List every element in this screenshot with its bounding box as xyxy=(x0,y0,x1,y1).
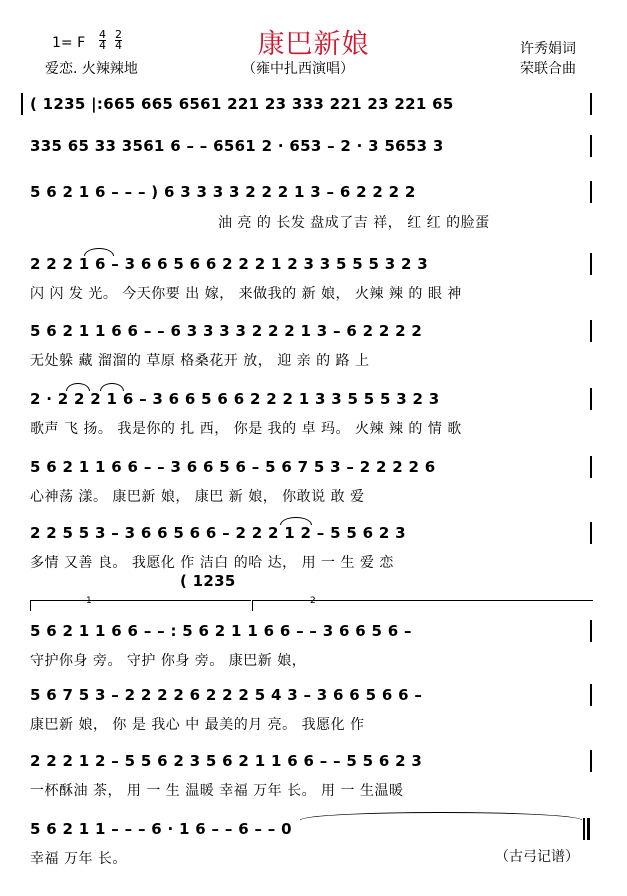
notation-row: 335 65 33 3561 6 – – 6561 2 · 653 – 2 · 3 5653 3 xyxy=(30,137,444,155)
page-title: 康巴新娘 xyxy=(257,29,370,60)
lyric-line: 心神荡 漾。 康巴新 娘， 康巴 新 娘， 你敢说 敢 爱 xyxy=(30,489,365,505)
lyric-line: 闪 闪 发 光。 今天你要 出 嫁， 来做我的 新 娘， 火辣 辣 的 眼 神 xyxy=(30,286,462,302)
barline xyxy=(590,750,592,772)
key-signature: 1= F xyxy=(52,35,86,51)
volta-number-1: 1 xyxy=(86,596,92,606)
album-name: 爱恋. 火辣辣地 xyxy=(45,61,138,77)
lyric-line: 康巴新 娘， 你 是 我心 中 最美的月 亮。 我愿化 作 xyxy=(30,717,365,733)
tie-slur xyxy=(280,517,312,525)
tie-slur xyxy=(100,383,124,391)
transcriber-credit: （古弓记谱） xyxy=(495,849,579,865)
lyricist: 许秀娟词 xyxy=(520,41,576,57)
composer: 荣联合曲 xyxy=(520,61,576,77)
barline xyxy=(590,388,592,410)
notation-row: 5 6 2 1 1 6 6 – – 6 3 3 3 3 2 2 2 1 3 – 6 2 2 2 2 xyxy=(30,322,423,340)
barline xyxy=(590,522,592,544)
intro-repeat: ( 1235 xyxy=(180,572,236,590)
volta-number-2: 2 xyxy=(310,596,316,606)
notation-row: 5 6 2 1 6 – – – ) 6 3 3 3 3 2 2 2 1 3 – 6 2 2 2 2 xyxy=(30,183,416,201)
barline xyxy=(590,181,592,203)
lyric-line: 无处躲 藏 溜溜的 草原 格桑花开 放， 迎 亲 的 路 上 xyxy=(30,353,370,369)
lyric-line: 一杯酥油 茶， 用 一 生 温暖 幸福 万年 长。 用 一 生温暖 xyxy=(30,783,404,799)
lyric-line: 守护你身 旁。 守护 你身 旁。 康巴新 娘， xyxy=(30,653,307,669)
performer: （雍中扎西演唱） xyxy=(242,61,354,77)
notation-row: 2 2 2 1 2 – 5 5 6 2 3 5 6 2 1 1 6 6 – – 5 5 6 2 3 xyxy=(30,752,423,770)
barline xyxy=(590,684,592,706)
lyric-line: 油 亮 的 长发 盘成了吉 祥， 红 红 的脸蛋 xyxy=(218,215,490,231)
lyric-line: 多情 又善 良。 我愿化 作 洁白 的哈 达， 用 一 生 爱 恋 xyxy=(30,555,394,571)
tie-slur xyxy=(84,248,114,256)
meter-1: 4 4 xyxy=(99,28,106,52)
barline xyxy=(590,253,592,275)
barline xyxy=(590,320,592,342)
lyric-line: 幸福 万年 长。 xyxy=(30,851,127,867)
notation-row: ( 1235 |:665 665 6561 221 23 333 221 23 221 65 xyxy=(30,95,454,113)
barline xyxy=(590,456,592,478)
barline xyxy=(590,93,592,115)
meter-2: 2 4 xyxy=(115,28,122,52)
tie-slur xyxy=(300,812,582,820)
final-barline-thin xyxy=(583,818,585,840)
notation-row: 5 6 2 1 1 6 6 – – 3 6 6 5 6 – 5 6 7 5 3 – 2 2 2 2 6 xyxy=(30,458,436,476)
notation-row: 2 2 5 5 3 – 3 6 6 5 6 6 – 2 2 2 1 2 – 5 5 6 2 3 xyxy=(30,524,406,542)
tie-slur xyxy=(66,383,90,391)
notation-row: 2 · 2 2 2 1 6 – 3 6 6 5 6 6 2 2 2 1 3 3 5 5 5 3 2 3 xyxy=(30,390,440,408)
notation-row: 5 6 7 5 3 – 2 2 2 2 6 2 2 2 5 4 3 – 3 6 6 5 6 6 – xyxy=(30,686,423,704)
notation-row: 5 6 2 1 1 6 6 – – : 5 6 2 1 1 6 6 – – 3 6 6 5 6 – xyxy=(30,622,412,640)
barline xyxy=(21,93,23,115)
notation-row: 2 2 2 1 6 – 3 6 6 5 6 6 2 2 2 1 2 3 3 5 5 5 3 2 3 xyxy=(30,255,429,273)
notation-row: 5 6 2 1 1 – – – 6 · 1 6 – – 6 – – 0 xyxy=(30,820,292,838)
barline xyxy=(590,135,592,157)
lyric-line: 歌声 飞 扬。 我是你的 扎 西， 你是 我的 卓 玛。 火辣 辣 的 情 歌 xyxy=(30,421,462,437)
volta-bracket-1 xyxy=(30,600,251,611)
final-barline-thick xyxy=(587,818,590,840)
volta-bracket-2 xyxy=(252,600,593,611)
barline xyxy=(590,620,592,642)
